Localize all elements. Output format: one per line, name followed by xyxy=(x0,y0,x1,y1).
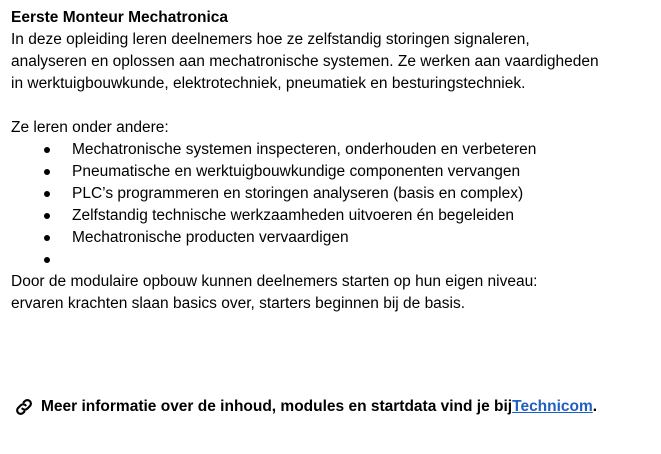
bullet-list xyxy=(11,139,656,271)
link-icon xyxy=(14,397,34,417)
list-item xyxy=(11,139,656,161)
list-item-text: Mechatronische systemen inspecteren, onderhouden en verbeteren xyxy=(72,141,537,158)
bullet-dot-icon xyxy=(44,257,50,263)
list-item-text: Zelfstandig technische werkzaamheden uitvoeren én begeleiden xyxy=(72,207,515,224)
more-info xyxy=(14,396,597,418)
intro-line-2: analyseren en oplossen aan mechatronische systemen. Ze werken aan vaardigheden xyxy=(11,53,599,70)
list-item xyxy=(11,227,656,249)
list-item xyxy=(11,205,656,227)
list-item-text: PLC’s programmeren en storingen analyseren (basis en complex) xyxy=(72,185,524,202)
list-item xyxy=(11,249,656,271)
bullet-dot-icon xyxy=(44,169,50,175)
list-intro: Ze leren onder andere: xyxy=(11,119,169,136)
more-info-text: Meer informatie over de inhoud, modules en startdata vind je bij xyxy=(41,398,513,415)
document xyxy=(11,7,656,315)
more-info-suffix: . xyxy=(592,398,598,415)
document-title: Eerste Monteur Mechatronica xyxy=(11,9,229,26)
bullet-dot-icon xyxy=(44,213,50,219)
list-item-text: Mechatronische producten vervaardigen xyxy=(72,229,349,246)
list-item-text: Pneumatische en werktuigbouwkundige componenten vervangen xyxy=(72,163,521,180)
bullet-dot-icon xyxy=(44,235,50,241)
list-item xyxy=(11,183,656,205)
closing-line-2: ervaren krachten slaan basics over, starters beginnen bij de basis. xyxy=(11,295,466,312)
list-item xyxy=(11,161,656,183)
intro-line-3: in werktuigbouwkunde, elektrotechniek, pneumatiek en besturingstechniek. xyxy=(11,75,526,92)
technicom-link[interactable]: Technicom xyxy=(512,398,593,415)
bullet-dot-icon xyxy=(44,191,50,197)
intro-line-1: In deze opleiding leren deelnemers hoe ze zelfstandig storingen signaleren, xyxy=(11,31,530,48)
closing-line-1: Door de modulaire opbouw kunnen deelnemers starten op hun eigen niveau: xyxy=(11,273,538,290)
blank-line xyxy=(11,95,656,117)
bullet-dot-icon xyxy=(44,147,50,153)
